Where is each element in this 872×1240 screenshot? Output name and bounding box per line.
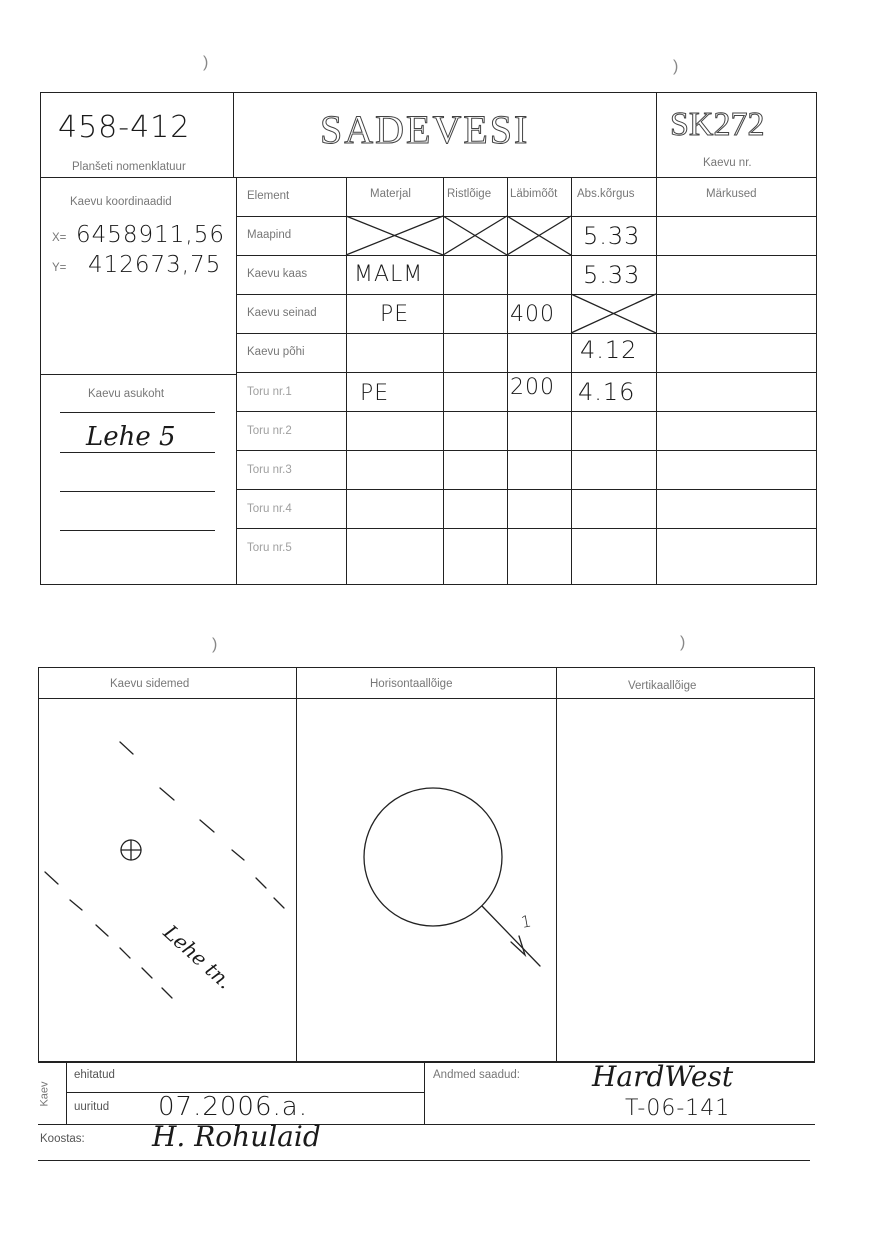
data-from-value: HardWest xyxy=(592,1060,734,1093)
compiled-signature: H. Rohulaid xyxy=(152,1120,321,1153)
cell-height: 4.16 xyxy=(578,378,636,406)
punch-mark-right: ) xyxy=(673,58,679,75)
cell-diameter: 200 xyxy=(510,375,555,400)
row-label: Maapind xyxy=(247,229,292,241)
cell-material: PE xyxy=(360,381,390,406)
cell-diameter: 400 xyxy=(510,302,555,327)
row-label: Toru nr.5 xyxy=(247,542,292,554)
row-label: Kaevu seinad xyxy=(247,307,317,319)
sketch-col-vertical: Vertikaallõige xyxy=(628,680,697,692)
street-note: Lehe tn. xyxy=(158,920,238,994)
col-header-element: Element xyxy=(247,190,290,202)
cell-height: 5.33 xyxy=(583,261,641,289)
location-label: Kaevu asukoht xyxy=(88,388,165,400)
cell-material: MALM xyxy=(354,262,424,287)
sketch-col-horizontal: Horisontaallõige xyxy=(370,678,453,690)
surveyed-label: uuritud xyxy=(74,1101,110,1113)
cell-height: 5.33 xyxy=(583,222,641,250)
surveyed-value: 07.2006.a. xyxy=(158,1092,308,1122)
coords-label: Kaevu koordinaadid xyxy=(70,196,172,208)
well-number-value: SK272 xyxy=(670,106,765,143)
y-label: Y= xyxy=(52,262,67,274)
row-label: Toru nr.4 xyxy=(247,503,292,515)
cell-material: PE xyxy=(380,302,410,327)
col-header-diameter: Läbimõõt xyxy=(510,188,558,200)
row-label: Toru nr.3 xyxy=(247,464,292,476)
data-from-label: Andmed saadud: xyxy=(433,1069,520,1081)
location-value: Lehe 5 xyxy=(86,422,176,452)
well-number-label: Kaevu nr. xyxy=(703,157,752,169)
well-vertical-label: Kaev xyxy=(38,1081,51,1107)
nomenclature-label: Planšeti nomenklatuur xyxy=(72,161,186,173)
cell-height: 4.12 xyxy=(580,336,638,364)
col-header-notes: Märkused xyxy=(706,188,757,200)
row-label: Kaevu põhi xyxy=(247,346,305,358)
built-label: ehitatud xyxy=(74,1069,115,1081)
y-coordinate: 412673,75 xyxy=(88,252,222,278)
row-label: Kaevu kaas xyxy=(247,268,308,280)
punch-mark-right: ) xyxy=(680,634,686,651)
page-title: SADEVESI xyxy=(320,107,530,152)
col-header-height: Abs.kõrgus xyxy=(577,188,635,200)
punch-mark-left: ) xyxy=(203,54,209,71)
row-label: Toru nr.2 xyxy=(247,425,292,437)
col-header-cross-section: Ristlõige xyxy=(447,188,492,200)
sketch-col-links: Kaevu sidemed xyxy=(110,678,190,690)
data-from-reference: T-06-141 xyxy=(625,1096,731,1121)
punch-mark-left: ) xyxy=(212,636,218,653)
col-header-material: Materjal xyxy=(370,188,411,200)
sheet-number: 458-412 xyxy=(58,110,191,145)
pipe-number: 1 xyxy=(519,911,534,932)
x-label: X= xyxy=(52,232,67,244)
row-label: Toru nr.1 xyxy=(247,386,292,398)
compiled-label: Koostas: xyxy=(40,1133,85,1145)
x-coordinate: 6458911,56 xyxy=(76,222,226,248)
